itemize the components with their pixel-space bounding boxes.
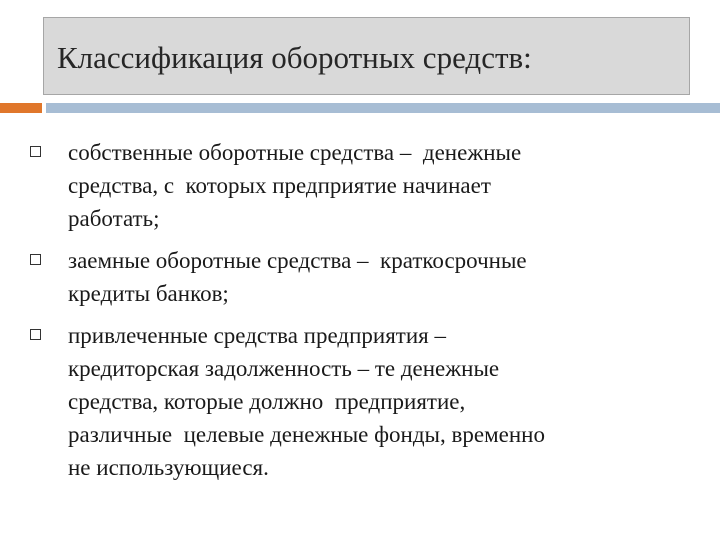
bullet-text-line: собственные оборотные средства – денежные — [68, 140, 522, 165]
bullet-text-line: работать; — [68, 206, 160, 231]
hollow-square-icon — [30, 329, 41, 340]
bullet-item-borrowed-funds — [30, 244, 670, 310]
hollow-square-icon — [30, 254, 41, 265]
bullet-text-line: различные целевые денежные фонды, временно — [68, 422, 545, 447]
hollow-square-icon — [30, 146, 41, 157]
bullet-list — [30, 136, 670, 493]
bullet-text-line: кредиты банков; — [68, 281, 229, 306]
bullet-text-line: заемные оборотные средства – краткосрочные — [68, 248, 527, 273]
bullet-text-line: не использующиеся. — [68, 455, 269, 480]
bullet-text-line: средства, которые должно предприятие, — [68, 389, 466, 414]
bullet-text-line: привлеченные средства предприятия – — [68, 323, 446, 348]
bullet-item-own-funds — [30, 136, 670, 235]
slide-title: Классификация оборотных средств: — [57, 40, 532, 75]
accent-bar-orange — [0, 103, 42, 113]
bullet-item-attracted-funds — [30, 319, 670, 484]
bullet-text-line: кредиторская задолженность – те денежные — [68, 356, 500, 381]
title-box — [43, 17, 690, 95]
bullet-text-line: средства, с которых предприятие начинает — [68, 173, 491, 198]
accent-bar-blue — [46, 103, 720, 113]
